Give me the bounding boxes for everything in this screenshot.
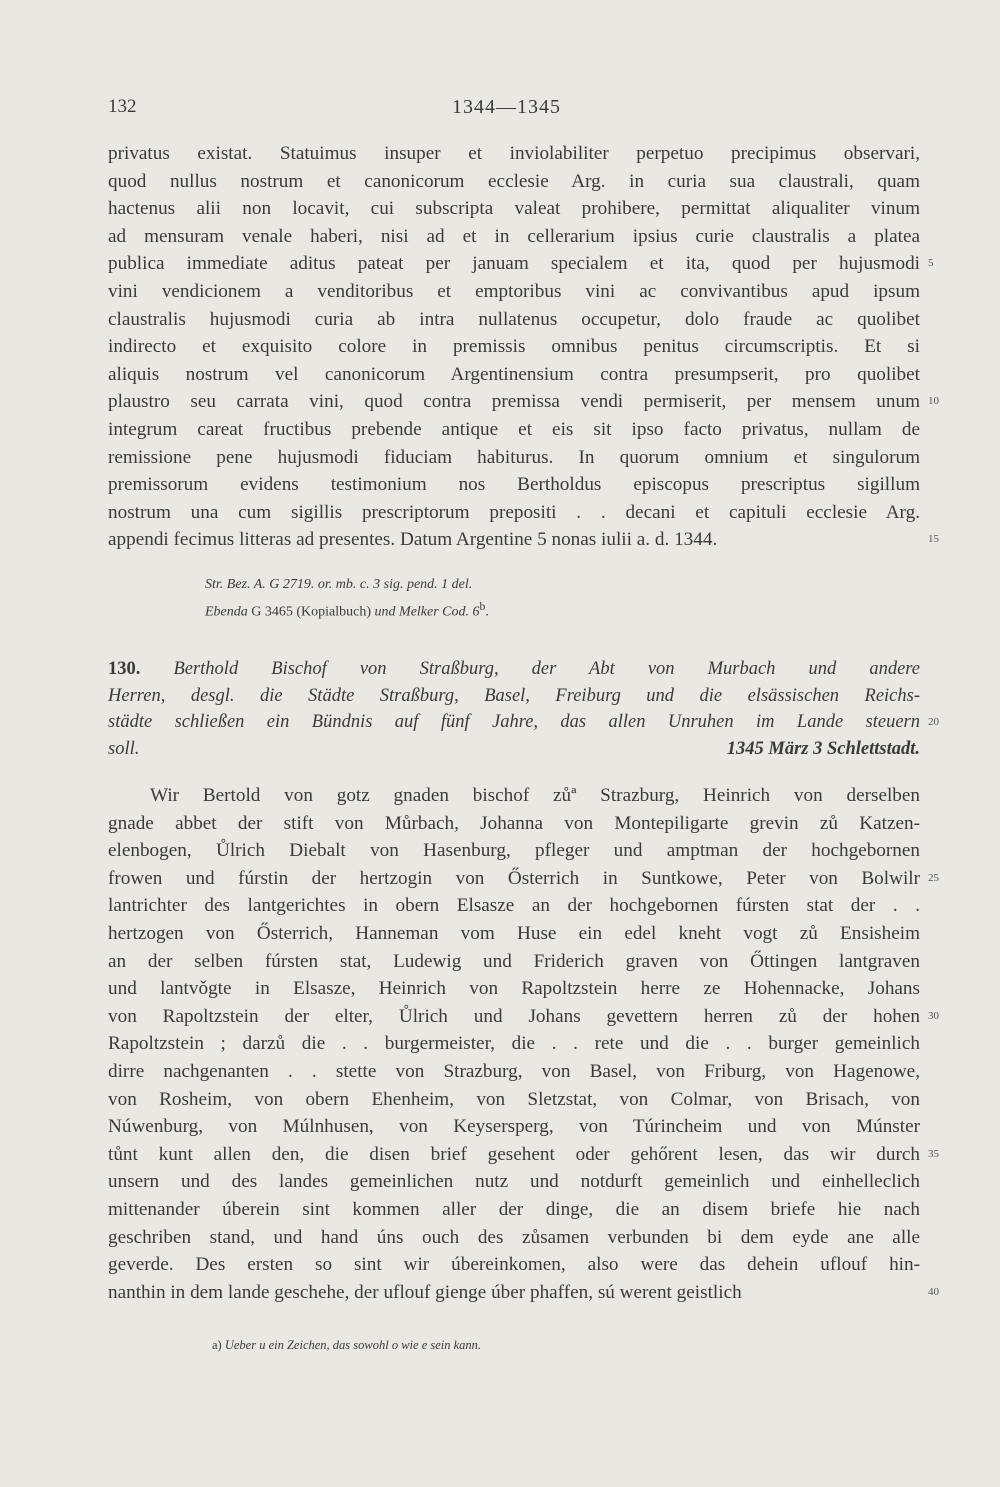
regest-line-1-text: Berthold Bischof von Straßburg, der Abt von Murbach und andere <box>173 659 921 679</box>
regest-line-4-text: soll. <box>108 738 140 759</box>
text-line-content: publica immediate aditus pateat per januam specialem et ita, quod per hujusmodi <box>108 253 920 275</box>
text-line-content: mittenander úberein sint kommen aller der dinge, die an disem briefe hie nach <box>108 1198 920 1220</box>
charter-text-130 <box>108 782 939 1306</box>
line-number: 15 <box>928 533 939 546</box>
text-line <box>108 1279 939 1307</box>
text-line-content: von Rapoltzstein der elter, Ůlrich und Johans gevettern herren zů der hohen <box>108 1005 920 1027</box>
text-line <box>108 1196 920 1224</box>
text-line-content: quod nullus nostrum et canonicorum ecclesie Arg. in curia sua claustrali, quam <box>108 170 920 192</box>
text-line-content: von Rosheim, von obern Ehenheim, von Sletzstat, von Colmar, von Brisach, von <box>108 1088 920 1110</box>
text-line <box>108 333 920 361</box>
text-line <box>108 1141 939 1169</box>
text-line <box>108 865 939 893</box>
text-line <box>108 499 920 527</box>
regest-date: 1345 März 3 Schlettstadt. <box>726 738 920 759</box>
footnote-text: Ueber u ein Zeichen, das sowohl o wie e sein kann. <box>224 1338 482 1352</box>
text-line-content: nostrum una cum sigillis prescriptorum prepositi . . decani et capituli ecclesie Arg. <box>108 501 920 523</box>
text-line-content: remissione pene hujusmodi fiduciam habiturus. In quorum omnium et singulorum <box>108 446 920 468</box>
text-line <box>108 1251 920 1279</box>
text-line <box>108 526 939 554</box>
text-line <box>108 782 920 810</box>
source-ebenda: Ebenda <box>205 604 248 620</box>
line-number: 10 <box>928 395 939 408</box>
line-number: 30 <box>928 1009 939 1022</box>
text-line-content: geschriben stand, und hand úns ouch des zůsamen verbunden bi dem eyde ane alle <box>108 1226 920 1248</box>
text-line-content: frowen und fúrstin der hertzogin von Ősterrich in Suntkowe, Peter von Bolwilr <box>108 867 920 889</box>
page-number: 132 <box>108 96 137 117</box>
text-line-content: Núwenburg, von Múlnhusen, von Keysersperg, von Túrincheim und von Múnster <box>108 1116 920 1138</box>
line-number: 20 <box>928 716 939 728</box>
text-line-content: indirecto et exquisito colore in premissis omnibus penitus circumscriptis. Et si <box>108 336 920 358</box>
text-line <box>108 1003 939 1031</box>
text-line-content: Wir Bertold von gotz gnaden bischof zůª Strazburg, Heinrich von derselben <box>150 785 920 806</box>
source-superscript: b <box>479 600 486 613</box>
source-kopialbuch: G 3465 (Kopialbuch) <box>251 604 372 620</box>
text-line <box>108 810 920 838</box>
footnote-label: a) <box>212 1338 222 1352</box>
text-line-content: und lantvǒgte in Elsasze, Heinrich von Rapoltzstein herre ze Hohennacke, Johans <box>108 978 920 1000</box>
source-end: . <box>485 604 489 620</box>
text-line <box>108 306 920 334</box>
text-line-content: hactenus alii non locavit, cui subscripta valeat prohibere, permittat aliqualiter vinum <box>108 198 920 220</box>
text-line-content: claustralis hujusmodi curia ab intra nullatenus occupetur, dolo fraude ac quolibet <box>108 308 920 330</box>
text-line <box>108 361 920 389</box>
line-number: 25 <box>928 871 939 884</box>
text-line <box>108 416 920 444</box>
text-line <box>108 168 920 196</box>
line-number: 5 <box>928 257 934 270</box>
text-line-content: vini vendicionem a venditoribus et emptoribus vini ac convivantibus apud ipsum <box>108 280 920 302</box>
regest-heading <box>108 656 939 762</box>
text-line <box>108 1030 920 1058</box>
text-line <box>108 388 939 416</box>
text-line <box>108 1058 920 1086</box>
text-line <box>108 444 920 472</box>
text-line <box>108 1168 920 1196</box>
text-line <box>108 140 920 168</box>
text-line <box>108 278 920 306</box>
text-line-content: plaustro seu carrata vini, quod contra premissa vendi permiserit, per mensem unum <box>108 391 920 413</box>
charter-text-continued <box>108 140 939 554</box>
text-line <box>108 837 920 865</box>
text-line-content: Rapoltzstein ; darzů die . . burgermeister, die . . rete und die . . burger gemeinlich <box>108 1033 920 1055</box>
text-line-content: lantrichter des lantgerichtes in obern Elsasze an der hochgebornen fúrsten stat der . . <box>108 895 920 917</box>
text-line-content: ad mensuram venale haberi, nisi ad et in cellerarium ipsius curie claustralis a platea <box>108 225 920 247</box>
footnote <box>212 1338 481 1353</box>
regest-line-3-text: städte schließen ein Bündnis auf fünf Jahre, das allen Unruhen im Lande steuern <box>108 712 920 732</box>
text-line-content: premissorum evidens testimonium nos Bertholdus episcopus prescriptus sigillum <box>108 474 920 496</box>
text-line <box>108 1224 920 1252</box>
text-line-content: integrum careat fructibus prebende antique et eis sit ipso facto privatus, nullam de <box>108 418 920 440</box>
text-line <box>108 471 920 499</box>
page-header <box>0 96 1000 122</box>
text-line-content: dirre nachgenanten . . stette von Strazburg, von Basel, von Friburg, von Hagenowe, <box>108 1060 920 1082</box>
text-line-content: privatus existat. Statuimus insuper et inviolabiliter perpetuo precipimus observari, <box>108 143 920 164</box>
text-line-content: nanthin in dem lande geschehe, der uflouf gienge úber phaffen, sú werent geistlich <box>108 1281 742 1303</box>
running-title: 1344—1345 <box>452 96 561 118</box>
text-line <box>108 948 920 976</box>
text-line <box>108 250 934 278</box>
source-melker: und Melker Cod. 6 <box>374 604 480 620</box>
text-line-content: geverde. Des ersten so sint wir úbereinkomen, also were das dehein uflouf hin- <box>108 1254 920 1276</box>
text-line-content: tůnt kunt allen den, die disen brief gesehent oder gehőrent lesen, das wir durch <box>108 1143 920 1165</box>
text-line <box>108 1086 920 1114</box>
regest-line-3 <box>108 709 939 736</box>
text-line-content: gnade abbet der stift von Můrbach, Johanna von Montepiligarte grevin zů Katzen- <box>108 812 920 834</box>
text-line-content: appendi fecimus litteras ad presentes. Datum Argentine 5 nonas iulii a. d. 1344. <box>108 529 718 551</box>
text-line <box>108 920 920 948</box>
regest-line-4 <box>108 736 920 763</box>
text-line-content: hertzogen von Ősterrich, Hanneman vom Huse ein edel kneht vogt zů Ensisheim <box>108 922 920 944</box>
regest-line-2: Herren, desgl. die Städte Straßburg, Basel, Freiburg und die elsässischen Reichs- <box>108 685 920 706</box>
text-line-content: unsern und des landes gemeinlichen nutz und notdurft gemeinlich und einhelleclich <box>108 1171 920 1193</box>
text-line <box>108 223 920 251</box>
line-number: 35 <box>928 1147 939 1160</box>
regest-line-1 <box>108 656 920 683</box>
document-number: 130. <box>108 659 141 679</box>
text-line-content: elenbogen, Ůlrich Diebalt von Hasenburg, pfleger und amptman der hochgebornen <box>108 840 920 862</box>
line-number: 40 <box>928 1285 939 1298</box>
text-line <box>108 1113 920 1141</box>
source-line-1: Str. Bez. A. G 2719. or. mb. c. 3 sig. pend. 1 del. <box>205 577 473 592</box>
text-line-content: aliquis nostrum vel canonicorum Argentinensium contra presumpserit, pro quolibet <box>108 363 920 385</box>
text-line <box>108 975 920 1003</box>
text-line-content: an der selben fúrsten stat, Ludewig und Friderich graven von Őttingen lantgraven <box>108 950 920 972</box>
text-line <box>108 195 920 223</box>
text-line <box>108 892 920 920</box>
source-line-2 <box>205 600 489 621</box>
